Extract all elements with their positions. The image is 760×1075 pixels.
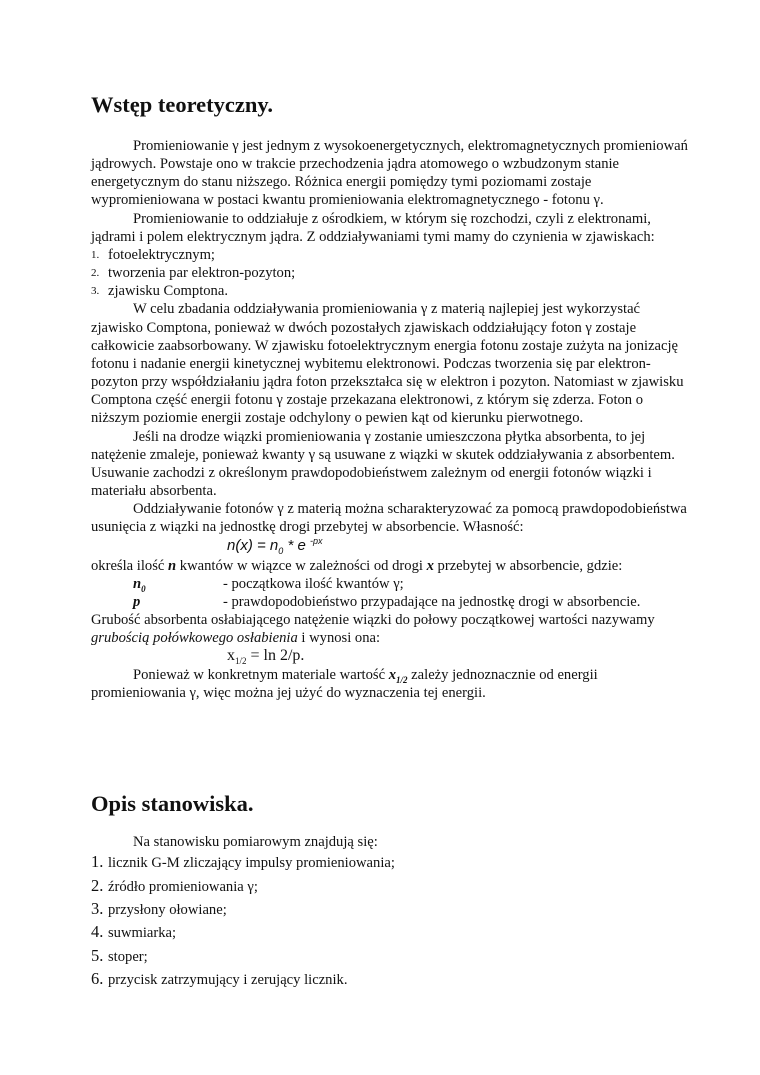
text-run: i wynosi ona: [297, 630, 381, 647]
definition-term: p [133, 593, 141, 610]
list-number: 4. [91, 922, 104, 942]
text-run: przebytej w absorbencie, gdzie: [433, 557, 623, 574]
definition-n0 [91, 575, 691, 593]
list-text: tworzenia par elektron-pozyton; [108, 265, 296, 282]
formula-lhs: x [227, 647, 235, 665]
paragraph-1: Promieniowanie γ jest jednym z wysokoenergetycznych, elektromagnetycznych promieniowań jądrowych. Powstaje ono w trakcie przechodzenia jądra atomowego o wzbudzonym stanie energetycznym do stanu niższego. Różnica energii pomiędzy tymi poziomami zostaje wypromieniowana w postaci kwantu promieniowania elektromagnetycznego - fotonu γ. [91, 138, 688, 209]
paragraph-3: W celu zbadania oddziaływania promieniowania γ z materią najlepiej jest wykorzystać zjawisko Comptona, ponieważ w dwóch pozostałych zjawiskach oddziałujący foton γ zostaje całkowicie zaabsorbowany. W zjawisku fotoelektrycznym energia fotonu zostaje zużyta na jonizację fotonu i nadanie energii kinetycznej wybitemu elektronowi. Podczas tworzenia się par elektron-pozyton przy współdziałaniu jądra foton przekształca się w elektron i pozyton. Natomiast w zjawisku Comptona część energii fotonu γ zostaje przekazana elektronowi, z którym się zderza. Foton o niższym poziomie energii zostaje odchylony o pewien kąt od kierunku pierwotnego. [91, 301, 684, 427]
setup-intro: Na stanowisku pomiarowym znajdują się: [133, 834, 378, 850]
definition-desc: - początkowa ilość kwantów γ; [223, 575, 404, 592]
list-item [91, 898, 691, 921]
list-number: 2. [91, 875, 104, 895]
list-item [91, 246, 691, 264]
list-number: 3. [91, 898, 104, 918]
list-item [91, 945, 691, 968]
list-text: źródło promieniowania γ; [108, 878, 258, 895]
definition-p [91, 593, 691, 611]
text-run: Ponieważ w konkretnym materiale wartość [133, 666, 389, 683]
list-number: 1. [91, 852, 104, 872]
paragraph-8 [91, 666, 691, 702]
paragraph-7 [91, 611, 691, 647]
list-text: fotoelektrycznym; [108, 246, 215, 263]
list-item [91, 264, 691, 282]
list-item [91, 875, 691, 898]
formula-exponent: -px [309, 536, 323, 547]
text-run: określa ilość [91, 557, 169, 574]
list-item [91, 282, 691, 300]
definition-sub: 0 [141, 583, 146, 594]
list-number: 1. [91, 248, 100, 261]
setup-body [91, 833, 691, 992]
equipment-list [91, 851, 691, 991]
heading-introduction: Wstęp teoretyczny. [91, 92, 274, 117]
list-text: przysłony ołowiane; [108, 901, 227, 918]
list-text: suwmiarka; [108, 925, 177, 942]
formula-lhs: n(x) = n [227, 537, 279, 555]
formula-attenuation [91, 537, 691, 555]
list-item [91, 921, 691, 944]
heading-setup: Opis stanowiska. [91, 791, 254, 816]
definition-term: n [133, 575, 142, 592]
paragraph-4: Jeśli na drodze wiązki promieniowania γ zostanie umieszczona płytka absorbenta, to jej natężenie zmaleje, ponieważ kwanty γ są usuwane z wiązki w skutek oddziaływania z absorbentem. Usuwanie zachodzi z określonym prawdopodobieństwem zależnym od energii fotonów wiązki i materiału absorbenta. [91, 428, 675, 499]
definition-desc: - prawdopodobieństwo przypadające na jednostkę drogi w absorbencie. [223, 593, 641, 610]
paragraph-5: Oddziaływanie fotonów γ z materią można scharakteryzować za pomocą prawdopodobieństwa usunięcia z wiązki na jednostkę drogi przebytej w absorbencie. Własność: [91, 501, 687, 536]
text-run: zależy jednoznacznie od energii promieniowania γ, więc można jej użyć do wyznaczenia tej energii. [91, 666, 598, 701]
list-text: zjawisku Comptona. [108, 283, 228, 300]
list-text: stoper; [108, 948, 148, 965]
list-number: 3. [91, 285, 100, 298]
emphasis-term: grubością połówkowego osłabienia [91, 630, 298, 647]
var-x: x [426, 557, 434, 574]
list-item [91, 968, 691, 991]
interaction-list [91, 246, 691, 300]
formula-mid: * e [283, 537, 310, 555]
formula-sub: 0 [278, 546, 284, 557]
list-text: przycisk zatrzymujący i zerujący licznik. [108, 972, 348, 989]
formula-sub: 1/2 [235, 656, 247, 667]
var-n: n [168, 557, 177, 574]
var-x: x [388, 666, 397, 683]
text-run: kwantów w wiązce w zależności od drogi [176, 557, 427, 574]
list-item [91, 851, 691, 874]
list-number: 5. [91, 945, 104, 965]
text-run: Grubość absorbenta osłabiającego natężenie wiązki do połowy początkowej wartości nazywamy [91, 612, 655, 629]
paragraph-6 [91, 557, 691, 575]
list-number: 6. [91, 969, 104, 989]
formula-rhs: = ln 2/p. [246, 647, 305, 665]
list-number: 2. [91, 267, 100, 280]
list-text: licznik G-M zliczający impulsy promieniowania; [108, 855, 395, 872]
paragraph-2: Promieniowanie to oddziałuje z ośrodkiem, w którym się rozchodzi, czyli z elektronami, jądrami i polem elektrycznym jądra. Z oddziaływaniami tymi mamy do czynienia w zjawiskach: [91, 210, 655, 245]
formula-half-thickness [91, 647, 691, 665]
introduction-body [91, 137, 691, 702]
var-sub: 1/2 [396, 674, 408, 685]
